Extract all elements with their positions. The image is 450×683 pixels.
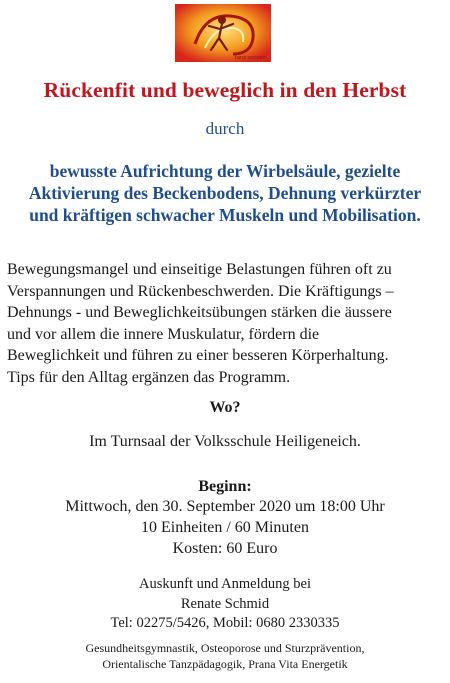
location-heading: Wo? (209, 399, 241, 416)
body-line: Dehnungs - und Beweglichkeitsübungen stärken die äussere (7, 304, 392, 321)
subtitle-line: und kräftigen schwacher Muskeln und Mobilisation. (29, 205, 421, 225)
dancer-logo-icon (175, 4, 271, 62)
details-line: 10 Einheiten / 60 Minuten (141, 519, 309, 536)
body-line: Verspannungen und Rückenbeschwerden. Die Kräftigungs – (7, 282, 394, 300)
contact-line: Auskunft und Anmeldung bei (139, 576, 311, 592)
contact-phone: Tel: 02275/5426, Mobil: 0680 2330335 (110, 615, 340, 631)
footer-qualifications (0, 640, 450, 672)
body-line: Beweglichkeit und führen zu einer besseren Körperhaltung. (7, 347, 389, 364)
contact-info (0, 575, 450, 634)
start-heading: Beginn: (198, 478, 252, 495)
description-paragraph (7, 259, 447, 388)
location-text: Im Turnsaal der Volksschule Heiligeneich. (89, 433, 361, 450)
subtitle-line: bewusste Aufrichtung der Wirbelsäule, gezielte (49, 161, 401, 181)
course-details (0, 496, 450, 559)
subtitle-line: Aktivierung des Beckenbodens, Dehnung verkürzter (28, 183, 422, 203)
footer-line: Orientalische Tanzpädagogik, Prana Vita Energetik (102, 657, 348, 671)
contact-name: Renate Schmid (180, 595, 270, 612)
body-line: Bewegungsmangel und einseitige Belastungen führen oft zu (7, 261, 392, 278)
footer-line: Gesundheitsgymnastik, Osteoporose und Sturzprävention, (85, 641, 365, 655)
body-line: und vor allem die innere Muskulatur, fördern die (7, 325, 320, 343)
subtitle (0, 160, 450, 226)
details-line: Kosten: 60 Euro (172, 540, 278, 557)
body-line: Tips für den Alltag ergänzen das Programm. (7, 368, 291, 386)
logo-caption: tanz sonnen (235, 55, 266, 61)
details-line: Mittwoch, den 30. September 2020 um 18:00 Uhr (65, 498, 385, 515)
page-title: Rückenfit und beweglich in den Herbst (43, 78, 407, 102)
durch-text: durch (205, 119, 245, 138)
